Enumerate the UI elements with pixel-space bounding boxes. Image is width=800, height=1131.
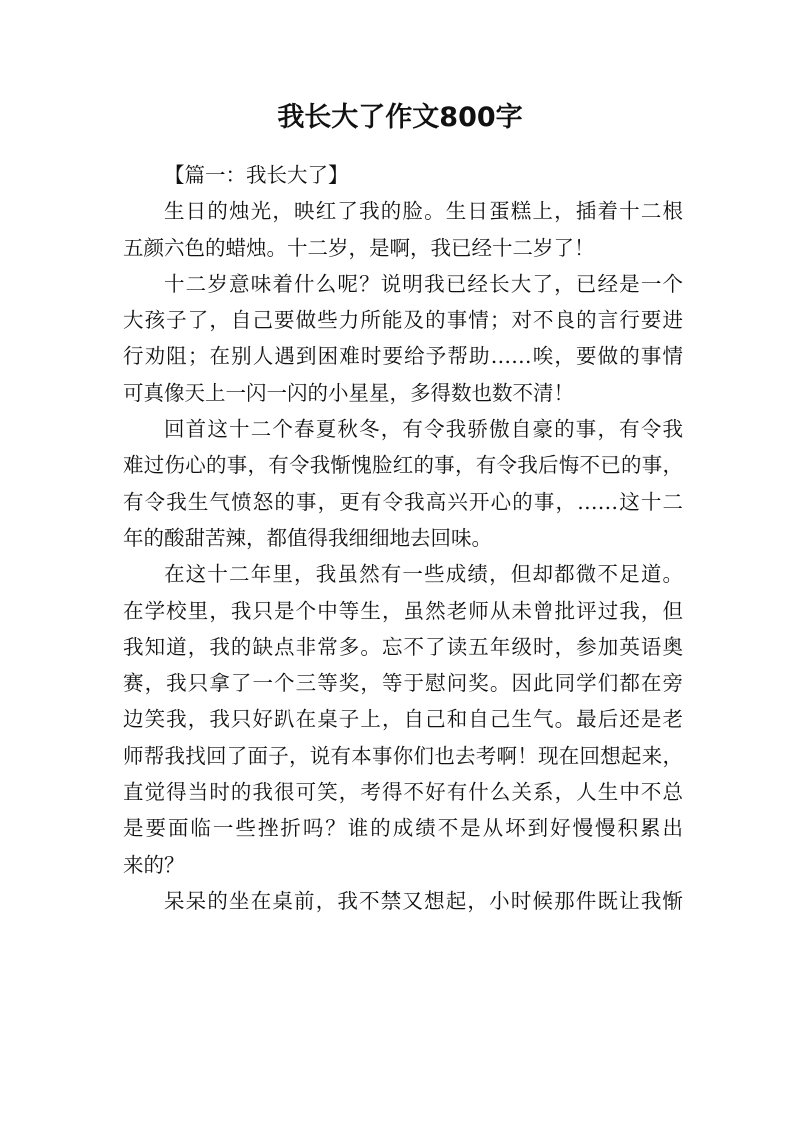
paragraph-line: 呆呆的坐在桌前，我不禁又想起，小时候那件既让我惭 xyxy=(164,888,683,913)
section-heading: 【篇一：我长大了】 xyxy=(164,163,349,187)
paragraph-line: 边笑我，我只好趴在桌子上，自己和自己生气。最后还是老 xyxy=(123,707,683,732)
paragraph-line: 生日的烛光，映红了我的脸。生日蛋糕上，插着十二根 xyxy=(164,199,683,224)
paragraph-line: 年的酸甜苦辣，都值得我细细地去回味。 xyxy=(123,525,492,550)
paragraph-3 xyxy=(123,411,683,556)
paragraph-2 xyxy=(123,266,683,411)
paragraph-line: 是要面临一些挫折吗？谁的成绩不是从坏到好慢慢积累出 xyxy=(123,816,683,841)
paragraph-line: 来的？ xyxy=(123,852,185,877)
paragraph-line: 赛，我只拿了一个三等奖，等于慰问奖。因此同学们都在旁 xyxy=(123,671,683,696)
document-title: 我长大了作文800字 xyxy=(277,102,523,133)
paragraph-line: 回首这十二个春夏秋冬，有令我骄傲自豪的事，有令我 xyxy=(164,417,683,442)
paragraph-4 xyxy=(123,556,683,883)
paragraph-line: 十二岁意味着什么呢？说明我已经长大了，已经是一个 xyxy=(164,271,683,296)
paragraph-line: 五颜六色的蜡烛。十二岁，是啊，我已经十二岁了！ xyxy=(123,235,595,260)
paragraph-line: 有令我生气愤怒的事，更有令我高兴开心的事，……这十二 xyxy=(123,489,683,514)
paragraph-line: 我知道，我的缺点非常多。忘不了读五年级时，参加英语奥 xyxy=(123,634,683,659)
document-body xyxy=(123,157,683,919)
paragraph-5 xyxy=(123,883,683,919)
paragraph-line: 师帮我找回了面子，说有本事你们也去考啊！现在回想起来， xyxy=(123,743,683,768)
paragraph-line: 直觉得当时的我很可笑，考得不好有什么关系，人生中不总 xyxy=(123,780,683,805)
paragraph-1 xyxy=(123,193,683,266)
paragraph-line: 在这十二年里，我虽然有一些成绩，但却都微不足道。 xyxy=(164,562,683,587)
paragraph-line: 行劝阻；在别人遇到困难时要给予帮助……唉，要做的事情 xyxy=(123,344,683,369)
paragraph-line: 在学校里，我只是个中等生，虽然老师从未曾批评过我，但 xyxy=(123,598,683,623)
paragraph-line: 大孩子了，自己要做些力所能及的事情；对不良的言行要进 xyxy=(123,308,683,333)
paragraph-line: 可真像天上一闪一闪的小星星，多得数也数不清！ xyxy=(123,380,574,405)
paragraph-line: 难过伤心的事，有令我惭愧脸红的事，有令我后悔不已的事， xyxy=(123,453,683,478)
